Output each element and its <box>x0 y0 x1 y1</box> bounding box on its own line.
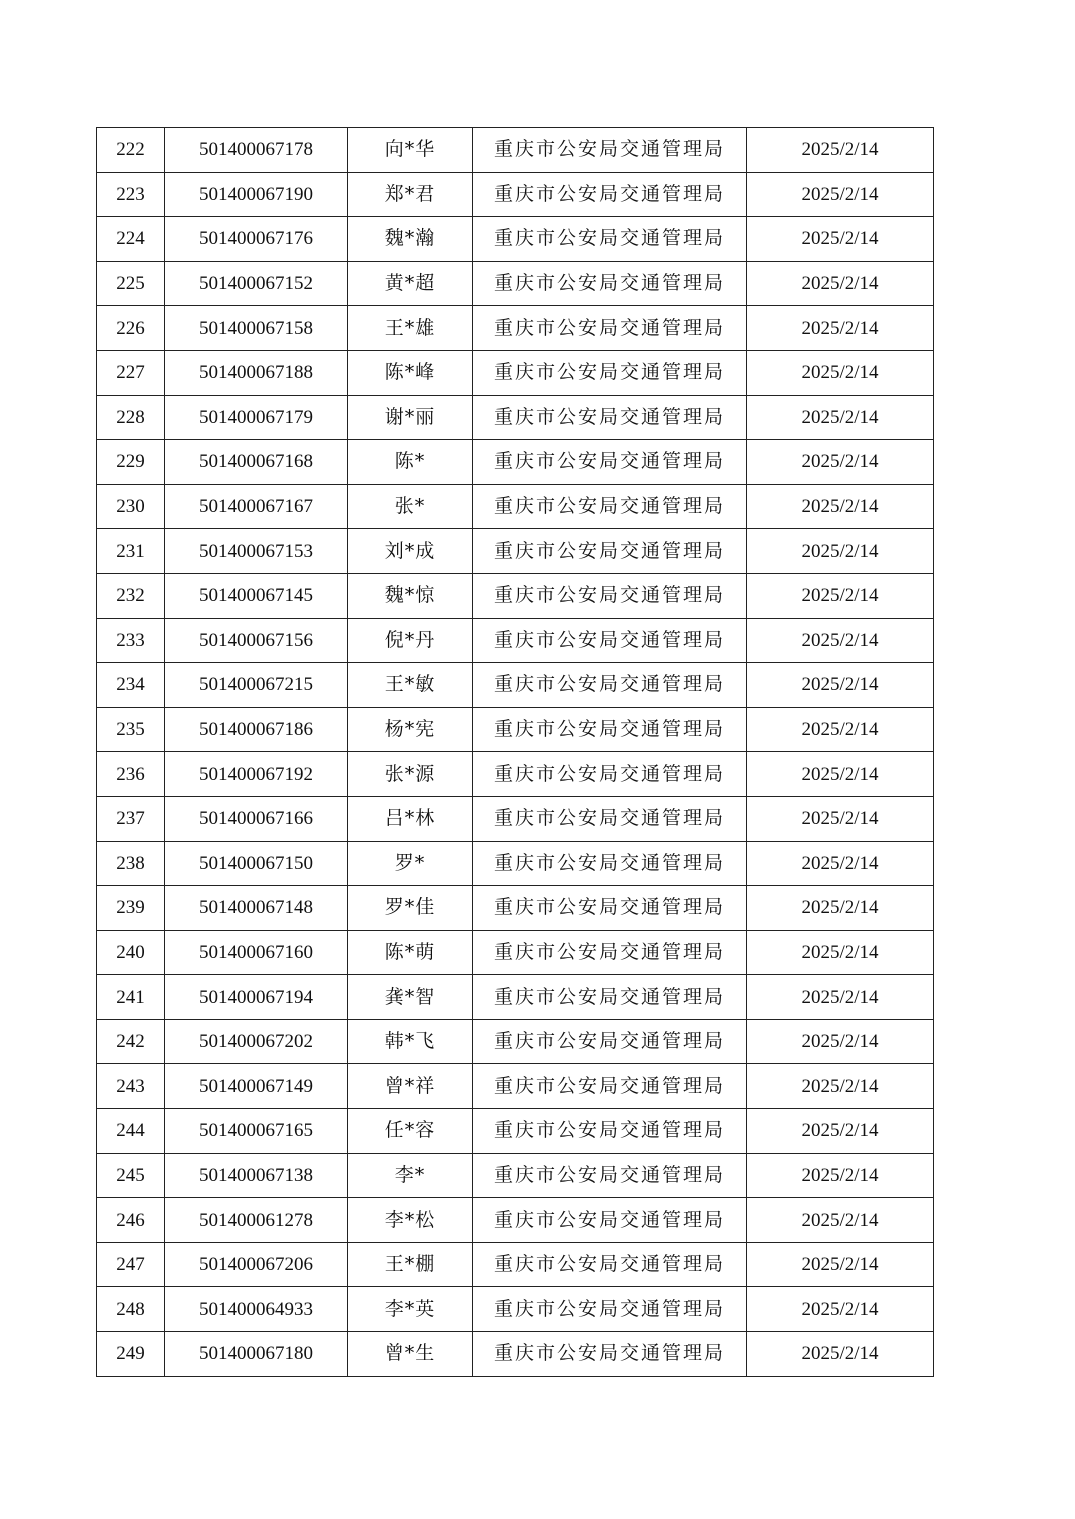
certificate-number-cell: 501400067138 <box>165 1153 348 1198</box>
person-name-cell: 魏*惊 <box>348 573 473 618</box>
issuing-authority-cell: 重庆市公安局交通管理局 <box>473 440 747 485</box>
table-row <box>97 1332 934 1377</box>
person-name-cell: 黄*超 <box>348 261 473 306</box>
person-name-cell: 郑*君 <box>348 172 473 217</box>
serial-number-cell: 235 <box>97 707 165 752</box>
issue-date-cell: 2025/2/14 <box>747 306 934 351</box>
serial-number-cell: 228 <box>97 395 165 440</box>
issue-date-cell: 2025/2/14 <box>747 663 934 708</box>
issuing-authority-cell: 重庆市公安局交通管理局 <box>473 796 747 841</box>
certificate-number-cell: 501400061278 <box>165 1198 348 1243</box>
certificate-number-cell: 501400067202 <box>165 1019 348 1064</box>
table-row <box>97 707 934 752</box>
issuing-authority-cell: 重庆市公安局交通管理局 <box>473 261 747 306</box>
issuing-authority-cell: 重庆市公安局交通管理局 <box>473 1332 747 1377</box>
person-name-cell: 王*棚 <box>348 1242 473 1287</box>
person-name-cell: 谢*丽 <box>348 395 473 440</box>
issue-date-cell: 2025/2/14 <box>747 172 934 217</box>
person-name-cell: 陈* <box>348 440 473 485</box>
person-name-cell: 李*英 <box>348 1287 473 1332</box>
certificate-number-cell: 501400067190 <box>165 172 348 217</box>
issue-date-cell: 2025/2/14 <box>747 1287 934 1332</box>
issue-date-cell: 2025/2/14 <box>747 618 934 663</box>
table-row <box>97 663 934 708</box>
person-name-cell: 陈*萌 <box>348 930 473 975</box>
certificate-number-cell: 501400067145 <box>165 573 348 618</box>
serial-number-cell: 231 <box>97 529 165 574</box>
issue-date-cell: 2025/2/14 <box>747 707 934 752</box>
certificate-number-cell: 501400067160 <box>165 930 348 975</box>
issue-date-cell: 2025/2/14 <box>747 261 934 306</box>
table-row <box>97 841 934 886</box>
serial-number-cell: 236 <box>97 752 165 797</box>
certificate-number-cell: 501400067186 <box>165 707 348 752</box>
certificate-number-cell: 501400064933 <box>165 1287 348 1332</box>
table-row <box>97 618 934 663</box>
certificate-number-cell: 501400067148 <box>165 886 348 931</box>
issue-date-cell: 2025/2/14 <box>747 529 934 574</box>
table-row <box>97 886 934 931</box>
person-name-cell: 曾*生 <box>348 1332 473 1377</box>
serial-number-cell: 232 <box>97 573 165 618</box>
serial-number-cell: 233 <box>97 618 165 663</box>
issue-date-cell: 2025/2/14 <box>747 217 934 262</box>
person-name-cell: 李*松 <box>348 1198 473 1243</box>
issue-date-cell: 2025/2/14 <box>747 886 934 931</box>
serial-number-cell: 226 <box>97 306 165 351</box>
issuing-authority-cell: 重庆市公安局交通管理局 <box>473 529 747 574</box>
certificate-number-cell: 501400067180 <box>165 1332 348 1377</box>
serial-number-cell: 227 <box>97 350 165 395</box>
issuing-authority-cell: 重庆市公安局交通管理局 <box>473 573 747 618</box>
person-name-cell: 罗*佳 <box>348 886 473 931</box>
serial-number-cell: 230 <box>97 484 165 529</box>
serial-number-cell: 238 <box>97 841 165 886</box>
certificate-number-cell: 501400067192 <box>165 752 348 797</box>
table-row <box>97 128 934 173</box>
person-name-cell: 韩*飞 <box>348 1019 473 1064</box>
certificate-number-cell: 501400067153 <box>165 529 348 574</box>
issuing-authority-cell: 重庆市公安局交通管理局 <box>473 306 747 351</box>
issue-date-cell: 2025/2/14 <box>747 1242 934 1287</box>
serial-number-cell: 229 <box>97 440 165 485</box>
serial-number-cell: 247 <box>97 1242 165 1287</box>
person-name-cell: 王*雄 <box>348 306 473 351</box>
certificate-number-cell: 501400067206 <box>165 1242 348 1287</box>
issue-date-cell: 2025/2/14 <box>747 1109 934 1154</box>
person-name-cell: 陈*峰 <box>348 350 473 395</box>
serial-number-cell: 237 <box>97 796 165 841</box>
serial-number-cell: 239 <box>97 886 165 931</box>
issuing-authority-cell: 重庆市公安局交通管理局 <box>473 128 747 173</box>
person-name-cell: 张* <box>348 484 473 529</box>
issuing-authority-cell: 重庆市公安局交通管理局 <box>473 841 747 886</box>
issuing-authority-cell: 重庆市公安局交通管理局 <box>473 1198 747 1243</box>
certificate-number-cell: 501400067167 <box>165 484 348 529</box>
table-row <box>97 395 934 440</box>
issuing-authority-cell: 重庆市公安局交通管理局 <box>473 975 747 1020</box>
serial-number-cell: 241 <box>97 975 165 1020</box>
issue-date-cell: 2025/2/14 <box>747 930 934 975</box>
certificate-number-cell: 501400067165 <box>165 1109 348 1154</box>
table-row <box>97 1153 934 1198</box>
roster-table <box>96 127 934 1377</box>
certificate-number-cell: 501400067179 <box>165 395 348 440</box>
serial-number-cell: 243 <box>97 1064 165 1109</box>
table-row <box>97 796 934 841</box>
table-row <box>97 350 934 395</box>
certificate-number-cell: 501400067194 <box>165 975 348 1020</box>
person-name-cell: 任*容 <box>348 1109 473 1154</box>
issue-date-cell: 2025/2/14 <box>747 484 934 529</box>
person-name-cell: 魏*瀚 <box>348 217 473 262</box>
person-name-cell: 杨*宪 <box>348 707 473 752</box>
person-name-cell: 曾*祥 <box>348 1064 473 1109</box>
table-row <box>97 172 934 217</box>
serial-number-cell: 240 <box>97 930 165 975</box>
issue-date-cell: 2025/2/14 <box>747 395 934 440</box>
certificate-number-cell: 501400067166 <box>165 796 348 841</box>
issue-date-cell: 2025/2/14 <box>747 1064 934 1109</box>
issuing-authority-cell: 重庆市公安局交通管理局 <box>473 752 747 797</box>
issuing-authority-cell: 重庆市公安局交通管理局 <box>473 707 747 752</box>
issuing-authority-cell: 重庆市公安局交通管理局 <box>473 1153 747 1198</box>
serial-number-cell: 223 <box>97 172 165 217</box>
certificate-number-cell: 501400067158 <box>165 306 348 351</box>
person-name-cell: 倪*丹 <box>348 618 473 663</box>
table-row <box>97 1242 934 1287</box>
person-name-cell: 吕*林 <box>348 796 473 841</box>
certificate-number-cell: 501400067176 <box>165 217 348 262</box>
issue-date-cell: 2025/2/14 <box>747 573 934 618</box>
issuing-authority-cell: 重庆市公安局交通管理局 <box>473 1287 747 1332</box>
table-row <box>97 484 934 529</box>
certificate-number-cell: 501400067188 <box>165 350 348 395</box>
issue-date-cell: 2025/2/14 <box>747 1019 934 1064</box>
serial-number-cell: 225 <box>97 261 165 306</box>
issuing-authority-cell: 重庆市公安局交通管理局 <box>473 1242 747 1287</box>
serial-number-cell: 246 <box>97 1198 165 1243</box>
roster-table-body <box>97 128 934 1377</box>
table-row <box>97 529 934 574</box>
issuing-authority-cell: 重庆市公安局交通管理局 <box>473 217 747 262</box>
table-row <box>97 1019 934 1064</box>
person-name-cell: 罗* <box>348 841 473 886</box>
issuing-authority-cell: 重庆市公安局交通管理局 <box>473 663 747 708</box>
certificate-number-cell: 501400067150 <box>165 841 348 886</box>
person-name-cell: 向*华 <box>348 128 473 173</box>
table-row <box>97 440 934 485</box>
issue-date-cell: 2025/2/14 <box>747 841 934 886</box>
issuing-authority-cell: 重庆市公安局交通管理局 <box>473 484 747 529</box>
person-name-cell: 王*敏 <box>348 663 473 708</box>
table-row <box>97 1064 934 1109</box>
certificate-number-cell: 501400067215 <box>165 663 348 708</box>
table-row <box>97 1287 934 1332</box>
issue-date-cell: 2025/2/14 <box>747 796 934 841</box>
certificate-number-cell: 501400067149 <box>165 1064 348 1109</box>
issuing-authority-cell: 重庆市公安局交通管理局 <box>473 395 747 440</box>
issuing-authority-cell: 重庆市公安局交通管理局 <box>473 172 747 217</box>
person-name-cell: 龚*智 <box>348 975 473 1020</box>
issue-date-cell: 2025/2/14 <box>747 1198 934 1243</box>
certificate-number-cell: 501400067152 <box>165 261 348 306</box>
issue-date-cell: 2025/2/14 <box>747 752 934 797</box>
serial-number-cell: 234 <box>97 663 165 708</box>
person-name-cell: 刘*成 <box>348 529 473 574</box>
serial-number-cell: 245 <box>97 1153 165 1198</box>
serial-number-cell: 249 <box>97 1332 165 1377</box>
serial-number-cell: 242 <box>97 1019 165 1064</box>
issuing-authority-cell: 重庆市公安局交通管理局 <box>473 1064 747 1109</box>
certificate-number-cell: 501400067168 <box>165 440 348 485</box>
certificate-number-cell: 501400067178 <box>165 128 348 173</box>
issue-date-cell: 2025/2/14 <box>747 1332 934 1377</box>
table-row <box>97 1198 934 1243</box>
table-row <box>97 975 934 1020</box>
table-row <box>97 930 934 975</box>
table-row <box>97 1109 934 1154</box>
serial-number-cell: 248 <box>97 1287 165 1332</box>
person-name-cell: 李* <box>348 1153 473 1198</box>
table-row <box>97 573 934 618</box>
certificate-number-cell: 501400067156 <box>165 618 348 663</box>
person-name-cell: 张*源 <box>348 752 473 797</box>
issuing-authority-cell: 重庆市公安局交通管理局 <box>473 618 747 663</box>
issuing-authority-cell: 重庆市公安局交通管理局 <box>473 886 747 931</box>
issuing-authority-cell: 重庆市公安局交通管理局 <box>473 930 747 975</box>
issue-date-cell: 2025/2/14 <box>747 128 934 173</box>
issue-date-cell: 2025/2/14 <box>747 350 934 395</box>
table-row <box>97 217 934 262</box>
table-row <box>97 306 934 351</box>
issue-date-cell: 2025/2/14 <box>747 440 934 485</box>
issuing-authority-cell: 重庆市公安局交通管理局 <box>473 1019 747 1064</box>
table-row <box>97 752 934 797</box>
serial-number-cell: 224 <box>97 217 165 262</box>
table-row <box>97 261 934 306</box>
serial-number-cell: 222 <box>97 128 165 173</box>
issue-date-cell: 2025/2/14 <box>747 1153 934 1198</box>
issuing-authority-cell: 重庆市公安局交通管理局 <box>473 1109 747 1154</box>
serial-number-cell: 244 <box>97 1109 165 1154</box>
issuing-authority-cell: 重庆市公安局交通管理局 <box>473 350 747 395</box>
issue-date-cell: 2025/2/14 <box>747 975 934 1020</box>
